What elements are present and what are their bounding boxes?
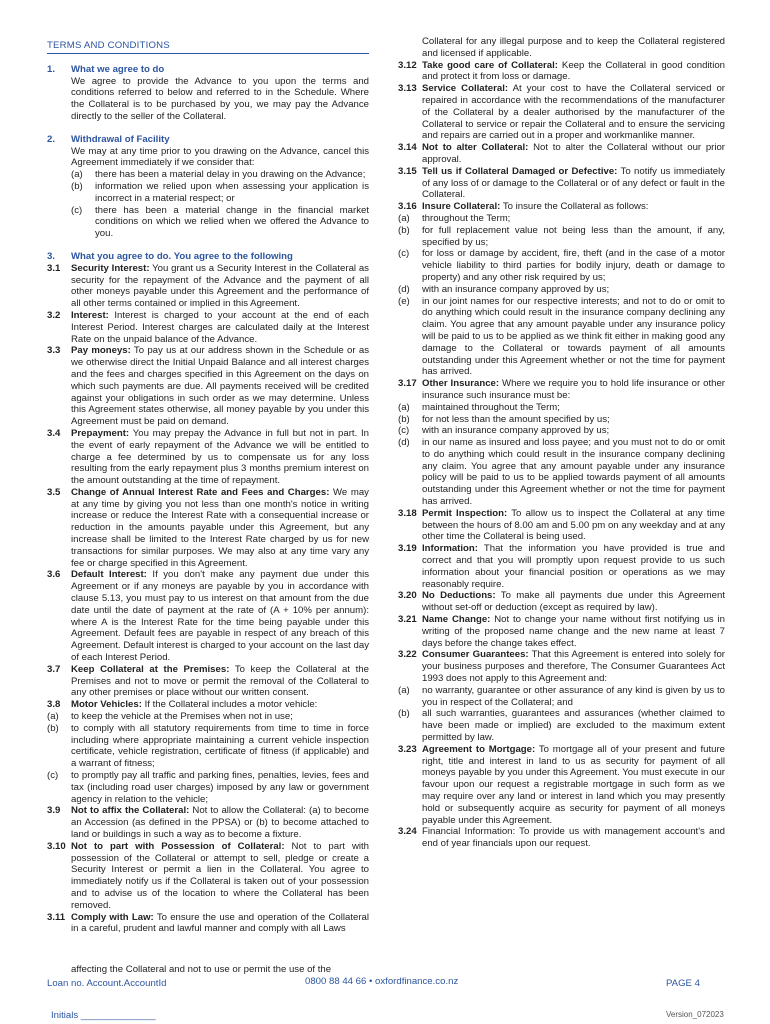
clause-text: Financial Information: To provide us with management account's and end of year financials upon our request.	[422, 826, 725, 850]
clause-number: 3.21	[398, 614, 417, 626]
clause	[398, 60, 725, 84]
clause-text: Interest: Interest is charged to your account at the end of each Interest Period. Interest charges are calculated daily at the Interest Rate on the unpaid balance of the Advance.	[71, 309, 369, 345]
clause-heading: Default Interest:	[71, 569, 147, 581]
clause-text: Security Interest: You grant us a Security Interest in the Collateral as security for the repayment of the Advance and the payment of all other moneys payable under this Agreement and the performance of all other terms contained or implied in this Agreement.	[71, 262, 369, 310]
list-item	[71, 205, 369, 240]
clause	[398, 142, 725, 166]
clause-heading: Interest:	[71, 309, 109, 321]
version-label: Version_072023	[666, 1010, 724, 1019]
left-column	[47, 40, 369, 935]
clause-3-22-items	[398, 685, 725, 744]
clause-heading: Pay moneys:	[71, 345, 131, 357]
section-1-body: We agree to provide the Advance to you upon the terms and conditions referred to below and referred to in the Schedule. Where the Collateral is to be purchased by you, we may pay the Advance directly to the seller of the Collateral.	[71, 75, 369, 122]
clause-heading: Not to affix the Collateral:	[71, 805, 190, 817]
clause-heading: Comply with Law:	[71, 911, 154, 923]
item-text: to comply with all statutory requirements from time to time in force including where appropriate maintaining a current vehicle inspection certificate, vehicle registration, certificate of fitness (if applicable) and a warrant of fitness;	[71, 722, 369, 770]
clause-text: Insure Collateral: To insure the Collateral as follows:	[422, 201, 649, 213]
section-2-body: We may at any time prior to you drawing on the Advance, cancel this Agreement immediately if we consider that:	[71, 145, 369, 169]
clause-number: 3.19	[398, 543, 417, 555]
clause-text: Consumer Guarantees: That this Agreement is entered into solely for your business purposes and therefore, The Consumer Guarantees Act 1993 does not apply to this Agreement and:	[422, 649, 725, 685]
section-1-heading	[47, 64, 369, 76]
clause-text: Not to alter Collateral: Not to alter the Collateral without our prior approval.	[422, 142, 726, 165]
clause-number: 3.12	[398, 59, 417, 71]
clause-list	[47, 263, 369, 711]
item-letter: (a)	[398, 212, 410, 224]
clause-heading: Insure Collateral:	[422, 201, 501, 213]
list-item	[398, 296, 725, 379]
clause	[398, 590, 725, 614]
list-item	[398, 437, 725, 508]
list-item	[71, 169, 369, 181]
clause-text: Motor Vehicles: If the Collateral includes a motor vehicle:	[71, 699, 318, 711]
clause-number: 3.4	[47, 427, 61, 439]
clause	[47, 699, 369, 711]
clause-text: Prepayment: You may prepay the Advance in full but not in part. In the event of early repayment of the Advance we will be entitled to charge a fee determined by us to compensate us for any loss resulting from the early repayment plus 3 months premium interest on the amount outstanding at the time of repayment.	[71, 427, 369, 487]
item-text: to keep the vehicle at the Premises when not in use;	[71, 711, 293, 723]
clause-heading: Prepayment:	[71, 427, 130, 439]
clause	[398, 166, 725, 201]
item-text: information we relied upon when assessing your application is incorrect in a material respect; or	[95, 180, 369, 204]
clause-heading: Tell us if Collateral Damaged or Defective:	[422, 165, 618, 177]
item-letter: (e)	[398, 295, 410, 307]
item-letter: (c)	[398, 248, 410, 260]
clause	[398, 744, 725, 827]
clause	[398, 508, 725, 543]
list-item	[398, 402, 725, 414]
list-item	[398, 685, 725, 709]
item-letter: (b)	[71, 180, 83, 192]
item-letter: (b)	[398, 708, 410, 720]
clause	[47, 912, 369, 936]
clause-heading: Agreement to Mortgage:	[422, 743, 536, 755]
clause-list	[398, 60, 725, 213]
clause-3-17-items	[398, 402, 725, 508]
clause-heading: Consumer Guarantees:	[422, 649, 529, 661]
clause-list	[398, 508, 725, 685]
clause-text: Tell us if Collateral Damaged or Defective: To notify us immediately of any loss of or damage to the Collateral or of any defect or fault in the Collateral.	[422, 165, 726, 201]
clause-number: 3.6	[47, 569, 61, 581]
section-2-items	[47, 169, 369, 240]
clause-list	[398, 744, 725, 850]
clause	[47, 310, 369, 345]
item-letter: (c)	[47, 770, 59, 782]
clause	[47, 805, 369, 840]
clause-number: 3.14	[398, 142, 417, 154]
item-letter: (a)	[47, 711, 59, 723]
clause-number: 3.11	[47, 911, 66, 923]
clause-heading: Take good care of Collateral:	[422, 59, 558, 71]
terms-title: TERMS AND CONDITIONS	[47, 40, 369, 54]
clause-text: Not to part with Possession of Collateral: Not to part with possession of the Collateral or attempt to sell, pledge or create a Security Interest or permit a lien in the Collateral. You agree to immediately notify us if the Collateral is taken out of your possession and to advise us of the location to where the Collateral has been removed.	[71, 840, 369, 911]
clause-3-17	[398, 378, 725, 402]
clause-text: Comply with Law: To ensure the use and operation of the Collateral in a careful, prudent and lawful manner and comply with all Laws	[71, 911, 370, 935]
loan-number: Loan no. Account.AccountId	[47, 978, 167, 989]
list-item	[47, 723, 369, 770]
list-item	[398, 225, 725, 249]
item-letter: (b)	[398, 413, 410, 425]
clause-number: 3.18	[398, 507, 417, 519]
clause-heading: Security Interest:	[71, 262, 150, 274]
item-text: there has been a material delay in you drawing on the Advance;	[95, 169, 366, 181]
clause-number: 3.3	[47, 345, 61, 357]
clause-text: Not to affix the Collateral: Not to allow the Collateral: (a) to become an Accession (as defined in the PPSA) or (b) to become attached to land or buildings in such a way as to become a fixture.	[71, 805, 369, 840]
clause-text: Name Change: Not to change your name without first notifying us in writing of the proposed name change and the new name at least 7 days before the change takes effect.	[422, 614, 726, 649]
clause-number: 3.9	[47, 805, 61, 817]
item-letter: (a)	[398, 684, 410, 696]
clause-heading: Motor Vehicles:	[71, 699, 142, 711]
clause-heading: Name Change:	[422, 614, 491, 626]
clause-number: 3.7	[47, 663, 61, 675]
clause-number: 3.24	[398, 826, 417, 838]
item-letter: (c)	[71, 204, 83, 216]
section-number: 1.	[47, 63, 56, 75]
clause	[398, 83, 725, 142]
clause-text: Permit Inspection: To allow us to inspect the Collateral at any time between the hours of 8.00 am and 5.00 pm on any weekday and at any other time the Collateral is being used.	[422, 507, 725, 543]
clause-number: 3.15	[398, 165, 417, 177]
section-number: 3.	[47, 250, 56, 262]
clause	[47, 345, 369, 428]
clause-heading: Keep Collateral at the Premises:	[71, 663, 230, 675]
section-title: Withdrawal of Facility	[71, 133, 170, 145]
clause-text: Default Interest: If you don't make any payment due under this Agreement or if any moneys are payable by you in accordance with clause 5.13, you must pay to us interest on that amount from the due date until the date of payment at the rate of (A + 10% per annum): where A is the Interest Rate for the time being payable under this Agreement. Default fees are payable in respect of any breach of this Agreement. Default interest is charged to your account on the last day of each Interest Period.	[71, 569, 370, 664]
item-letter: (c)	[398, 425, 410, 437]
clause	[398, 543, 725, 590]
list-item	[71, 181, 369, 205]
clause	[47, 569, 369, 663]
item-text: with an insurance company approved by us;	[422, 283, 610, 295]
clause-number: 3.22	[398, 649, 417, 661]
clause-text: No Deductions: To make all payments due under this Agreement without set-off or deduction (except as required by law).	[422, 590, 725, 614]
item-letter: (a)	[398, 401, 410, 413]
item-text: with an insurance company approved by us;	[422, 425, 610, 437]
clause	[47, 841, 369, 912]
item-letter: (a)	[71, 169, 83, 181]
clause-3-16-items	[398, 213, 725, 378]
clause-3-8-items	[47, 711, 369, 805]
clause-number: 3.2	[47, 309, 61, 321]
section-2-heading	[47, 134, 369, 146]
clause-number: 3.1	[47, 262, 61, 274]
item-text: maintained throughout the Term;	[422, 401, 560, 413]
clause-text: Pay moneys: To pay us at our address shown in the Schedule or as we otherwise direct the Initial Unpaid Balance and all interest charges and the fees and charges specified in this Agreement on the days on which such payments are due. All payments received will be credited against your obligations in such order as we may determine. Unless this Agreement states otherwise, all money payable by you under this Agreement must be paid on demand.	[71, 345, 369, 428]
section-3-heading	[47, 251, 369, 263]
item-text: for full replacement value not being less than the amount, if any, specified by us;	[422, 224, 725, 248]
clause	[398, 826, 725, 850]
clause	[47, 664, 369, 699]
item-text: for loss or damage by accident, fire, theft (and in the case of a motor vehicle liability to third parties for bodily injury, death or damage to property) and any other risk required by us;	[422, 248, 725, 283]
clause-text: Keep Collateral at the Premises: To keep the Collateral at the Premises and not to move or permit the removal of the Collateral to any other premises or place without our written consent.	[71, 663, 369, 699]
clause	[398, 649, 725, 684]
clause-text: Information: That the information you have provided is true and correct and that you will promptly upon request provide to us such information about your financial position or operations as we may reasonably require.	[422, 543, 725, 590]
clause-number: 3.17	[398, 378, 417, 390]
initials-field[interactable]: Initials ______________	[51, 1010, 156, 1021]
section-title: What you agree to do. You agree to the following	[71, 250, 293, 262]
clause	[398, 201, 725, 213]
clause-text: Service Collateral: At your cost to have the Collateral serviced or repaired in accordance with the recommendations of the manufacturer of the Collateral by a dealer authorised by the manufacturer of the Collateral to service or repair the Collateral and to ensure the servicing and repairs are carried out in a proper and workmanlike manner.	[422, 83, 725, 142]
clause-heading: Not to part with Possession of Collateral:	[71, 840, 285, 852]
clause-number: 3.8	[47, 699, 61, 711]
clause	[47, 263, 369, 310]
clause-number: 3.13	[398, 83, 417, 95]
list-item	[398, 425, 725, 437]
item-text: no warranty, guarantee or other assurance of any kind is given by us to you in respect of the Collateral; and	[422, 684, 725, 708]
clause-heading: Not to alter Collateral:	[422, 142, 529, 154]
clause	[47, 428, 369, 487]
list-item	[47, 711, 369, 723]
clause-heading: Other Insurance:	[422, 378, 500, 390]
clause-number: 3.23	[398, 743, 417, 755]
item-letter: (b)	[47, 722, 59, 734]
continued-text: Collateral for any illegal purpose and to keep the Collateral registered and licensed if applicable.	[422, 36, 725, 59]
section-number: 2.	[47, 133, 56, 145]
clause-number: 3.20	[398, 590, 417, 602]
clause-text: Other Insurance: Where we require you to hold life insurance or other insurance such insurance must be:	[422, 378, 725, 401]
item-text: for not less than the amount specified by us;	[422, 413, 610, 425]
list-item	[398, 248, 725, 283]
clause-text: Change of Annual Interest Rate and Fees and Charges: We may at any time by giving you not less than one month's notice in writing increase or reduce the Interest Rate with a consequential increase or reduction in the amounts payable under this Agreement, but any increase shall be limited to the Interest Rate charged by us for new transactions for similar purposes. We may also at any time vary any fee or charge specified in this Agreement.	[71, 486, 369, 569]
clause-text: Take good care of Collateral: Keep the Collateral in good condition and protect it from loss or damage.	[422, 59, 726, 83]
item-text: there has been a material change in the financial market conditions on which we relied when we offered the Advance to you.	[95, 204, 369, 240]
right-column	[398, 36, 725, 850]
list-item	[398, 414, 725, 426]
list-item	[47, 770, 369, 805]
left-trailing-text: affecting the Collateral and not to use or permit the use of the	[71, 964, 332, 975]
clause-heading: Change of Annual Interest Rate and Fees and Charges:	[71, 486, 330, 498]
item-text: all such warranties, guarantees and assurances (whether claimed to have been made or implied) are excluded to the maximum extent permitted by law.	[422, 708, 725, 744]
page-number: PAGE 4	[666, 978, 700, 989]
list-item	[398, 284, 725, 296]
contact-line: 0800 88 44 66 • oxfordfinance.co.nz	[305, 976, 459, 987]
list-item	[398, 213, 725, 225]
clause-number: 3.16	[398, 201, 417, 213]
section-title: What we agree to do	[71, 63, 165, 75]
item-letter: (d)	[398, 283, 410, 295]
clause-list	[47, 805, 369, 935]
item-text: to promptly pay all traffic and parking fines, penalties, levies, fees and tax (including road user charges) imposed by any law or government agency in relation to the vehicle;	[71, 770, 369, 805]
clause-heading: Service Collateral:	[422, 83, 509, 95]
item-text: in our joint names for our respective interests; and not to do or omit to do anything which could result in the insurance company declining any claim. You agree that any amount payable under any insurance policy will be paid to us to be applied as we think fit either in making good any damage to the Collateral or towards payment of all amounts outstanding under this Agreement whether or not the time for payment has arrived.	[422, 295, 725, 378]
clause-heading: No Deductions:	[422, 590, 496, 602]
clause-number: 3.10	[47, 840, 66, 852]
clause	[47, 487, 369, 570]
clause-heading: Permit Inspection:	[422, 507, 508, 519]
item-text: in our name as insured and loss payee; and you must not to do or omit to do anything which could result in the insurance company declining any claim. You agree that any amount payable under any insurance policy will be paid to us to be applied towards payment of all amounts outstanding under this Agreement whether or not the time for payment has arrived.	[422, 437, 725, 508]
clause-heading: Information:	[422, 543, 478, 555]
item-letter: (b)	[398, 224, 410, 236]
item-letter: (d)	[398, 437, 410, 449]
list-item	[398, 708, 725, 743]
clause	[398, 614, 725, 649]
clause	[398, 378, 725, 402]
clause-number: 3.5	[47, 486, 61, 498]
item-text: throughout the Term;	[422, 212, 511, 224]
clause-text: Agreement to Mortgage: To mortgage all of your present and future right, title and interest in land to us as security for payment of all moneys payable by you under this Agreement. You must execute in our favour upon our request a registrable mortgage in such form as we may require over any land or interest in land which you may presently hold or subsequently acquire as security for payment of all moneys payable under this Agreement.	[422, 743, 725, 826]
